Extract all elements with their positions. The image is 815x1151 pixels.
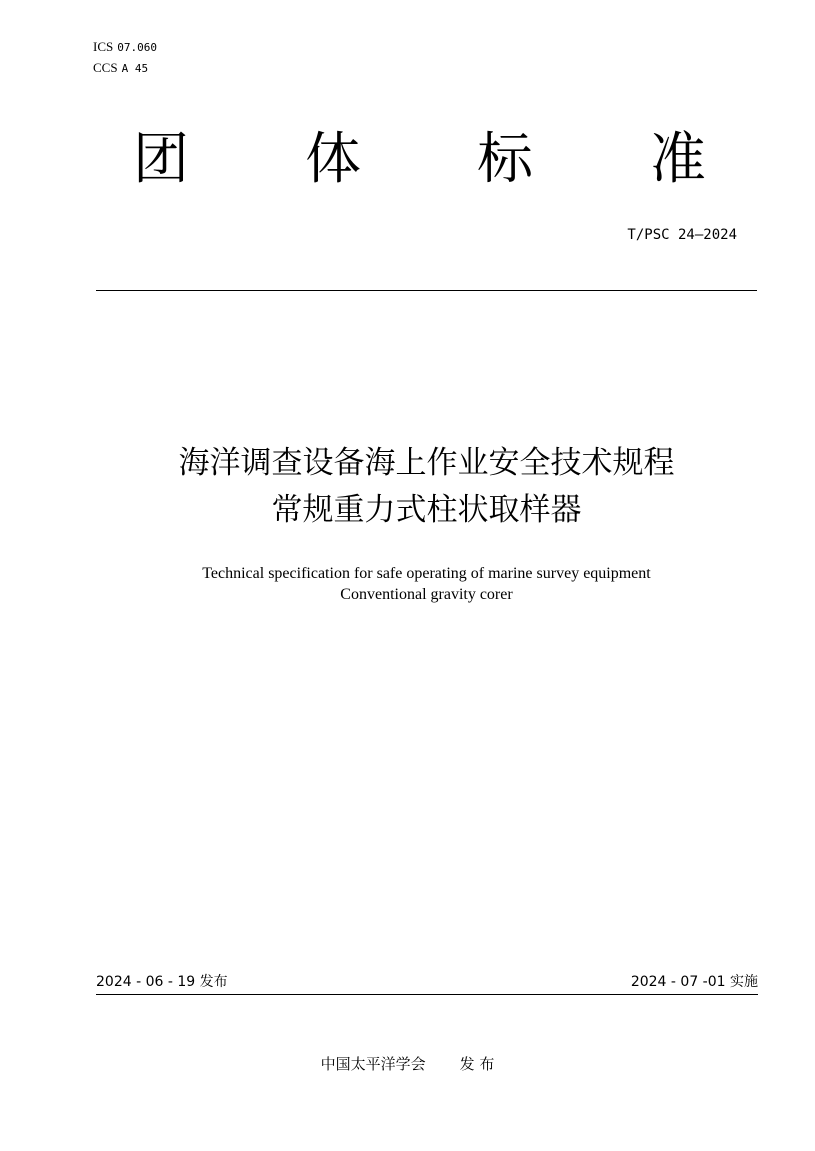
publish-date: 2024 - 06 - 19 发布 xyxy=(96,974,228,990)
publisher-line xyxy=(0,1053,815,1075)
masthead-char-3: 标 xyxy=(477,127,533,192)
english-title-line-2: Conventional gravity corer xyxy=(340,586,513,603)
ics-label: ICS xyxy=(93,39,114,54)
publisher-org: 中国太平洋学会 xyxy=(320,1055,426,1073)
publisher-action: 发 布 xyxy=(459,1055,495,1073)
bottom-divider xyxy=(96,994,758,995)
ics-value: 07.060 xyxy=(117,41,157,54)
ccs-label: CCS xyxy=(93,60,118,75)
effective-date: 2024 - 07 -01 实施 xyxy=(630,974,758,990)
ccs-code xyxy=(93,61,148,76)
english-title-line-1: Technical specification for safe operating of marine survey equipment xyxy=(202,565,651,582)
ccs-value: A 45 xyxy=(121,62,149,75)
chinese-title-line-1: 海洋调查设备海上作业安全技术规程 xyxy=(178,445,675,481)
ics-code xyxy=(93,40,157,55)
standard-number: T/PSC 24—2024 xyxy=(627,227,737,243)
masthead-char-2: 体 xyxy=(305,127,361,192)
masthead-char-4: 准 xyxy=(650,127,706,192)
masthead-char-1: 团 xyxy=(133,127,189,192)
chinese-title-line-2: 常规重力式柱状取样器 xyxy=(271,492,582,528)
top-divider xyxy=(96,290,757,291)
